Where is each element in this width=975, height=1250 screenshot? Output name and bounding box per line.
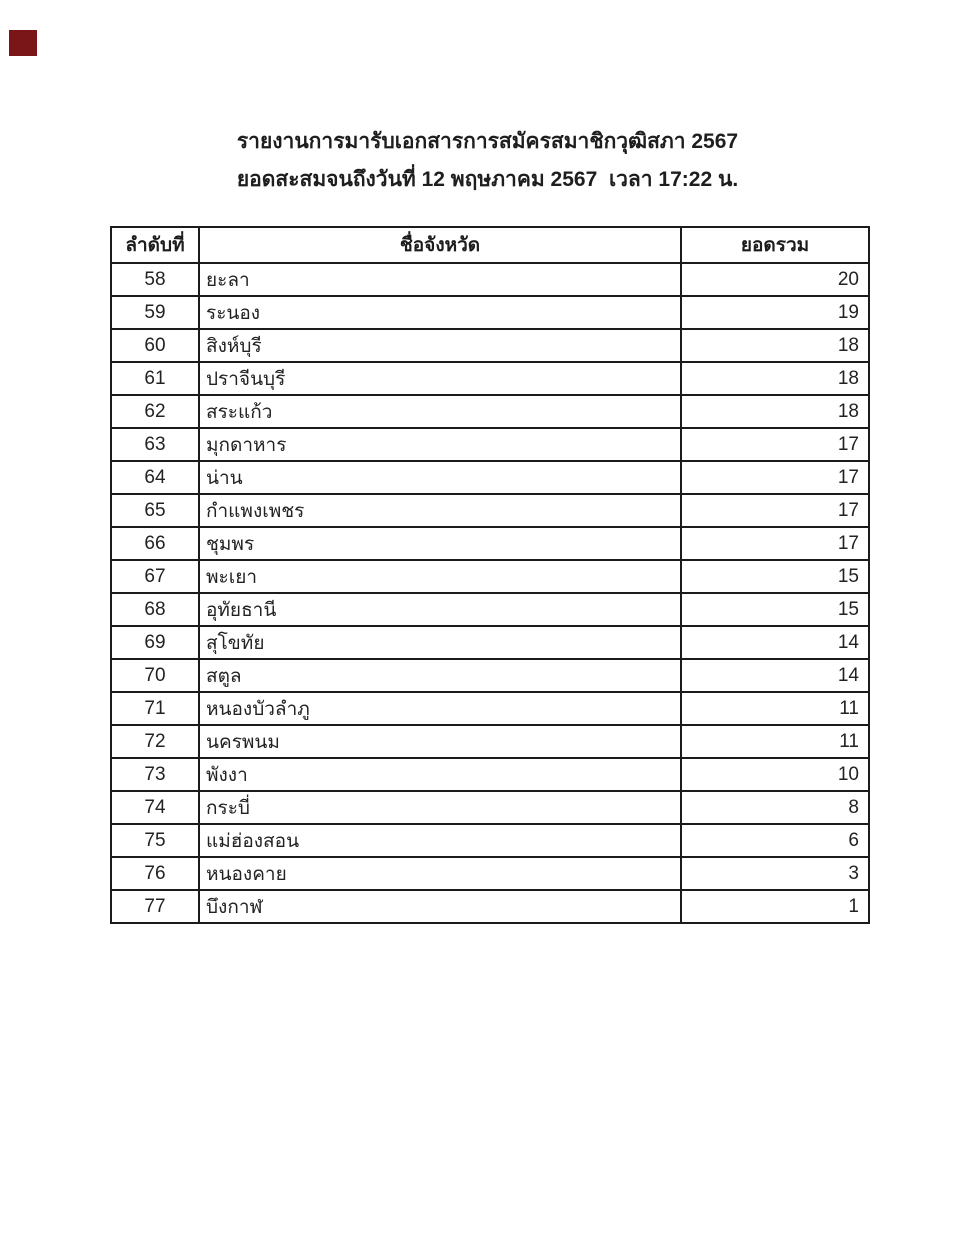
table-row — [111, 296, 869, 329]
province-table — [110, 226, 870, 924]
header-rank: ลำดับที่ — [111, 227, 199, 263]
cell-rank: 60 — [111, 329, 199, 362]
cell-rank: 61 — [111, 362, 199, 395]
cell-total: 18 — [681, 395, 869, 428]
cell-total: 17 — [681, 527, 869, 560]
table-row — [111, 461, 869, 494]
cell-total: 15 — [681, 560, 869, 593]
cell-province-name: อุทัยธานี — [199, 593, 681, 626]
cell-rank: 76 — [111, 857, 199, 890]
cell-rank: 65 — [111, 494, 199, 527]
table-row — [111, 725, 869, 758]
table-row — [111, 263, 869, 296]
cell-province-name: บึงกาฬ — [199, 890, 681, 923]
cell-total: 15 — [681, 593, 869, 626]
cell-province-name: ชุมพร — [199, 527, 681, 560]
cell-rank: 64 — [111, 461, 199, 494]
cell-total: 17 — [681, 461, 869, 494]
cell-total: 18 — [681, 362, 869, 395]
cell-total: 14 — [681, 626, 869, 659]
table-row — [111, 890, 869, 923]
cell-total: 1 — [681, 890, 869, 923]
cell-rank: 73 — [111, 758, 199, 791]
cell-province-name: ระนอง — [199, 296, 681, 329]
cell-province-name: นครพนม — [199, 725, 681, 758]
cell-total: 11 — [681, 725, 869, 758]
cell-rank: 69 — [111, 626, 199, 659]
cell-total: 8 — [681, 791, 869, 824]
cell-province-name: พังงา — [199, 758, 681, 791]
cell-total: 6 — [681, 824, 869, 857]
cell-province-name: มุกดาหาร — [199, 428, 681, 461]
cell-total: 3 — [681, 857, 869, 890]
cell-rank: 59 — [111, 296, 199, 329]
cell-total: 18 — [681, 329, 869, 362]
table-row — [111, 428, 869, 461]
province-table-body — [111, 263, 869, 923]
cell-rank: 74 — [111, 791, 199, 824]
table-row — [111, 692, 869, 725]
report-subtitle: ยอดสะสมจนถึงวันที่ 12 พฤษภาคม 2567 เวลา 17:22 น. — [236, 168, 739, 191]
cell-province-name: หนองคาย — [199, 857, 681, 890]
header-row — [111, 227, 869, 263]
cell-rank: 71 — [111, 692, 199, 725]
table-row — [111, 593, 869, 626]
table-row — [111, 362, 869, 395]
cell-province-name: สตูล — [199, 659, 681, 692]
cell-rank: 77 — [111, 890, 199, 923]
cell-rank: 75 — [111, 824, 199, 857]
cell-province-name: หนองบัวลำภู — [199, 692, 681, 725]
table-row — [111, 791, 869, 824]
corner-stamp-mark — [9, 30, 37, 56]
cell-province-name: สิงห์บุรี — [199, 329, 681, 362]
report-header — [0, 128, 975, 194]
cell-province-name: น่าน — [199, 461, 681, 494]
cell-total: 19 — [681, 296, 869, 329]
cell-total: 14 — [681, 659, 869, 692]
cell-total: 10 — [681, 758, 869, 791]
table-row — [111, 329, 869, 362]
cell-province-name: สุโขทัย — [199, 626, 681, 659]
header-total: ยอดรวม — [681, 227, 869, 263]
cell-rank: 68 — [111, 593, 199, 626]
header-province-name: ชื่อจังหวัด — [199, 227, 681, 263]
cell-rank: 67 — [111, 560, 199, 593]
cell-rank: 70 — [111, 659, 199, 692]
table-row — [111, 758, 869, 791]
report-title: รายงานการมารับเอกสารการสมัครสมาชิกวุฒิสภา 2567 — [236, 130, 739, 153]
cell-rank: 72 — [111, 725, 199, 758]
cell-province-name: กำแพงเพชร — [199, 494, 681, 527]
table-row — [111, 626, 869, 659]
table-row — [111, 527, 869, 560]
table-row — [111, 659, 869, 692]
table-row — [111, 824, 869, 857]
table-row — [111, 857, 869, 890]
cell-province-name: ยะลา — [199, 263, 681, 296]
cell-province-name: แม่ฮ่องสอน — [199, 824, 681, 857]
cell-total: 17 — [681, 494, 869, 527]
cell-rank: 62 — [111, 395, 199, 428]
cell-rank: 58 — [111, 263, 199, 296]
cell-province-name: สระแก้ว — [199, 395, 681, 428]
table-row — [111, 560, 869, 593]
cell-total: 17 — [681, 428, 869, 461]
cell-total: 20 — [681, 263, 869, 296]
cell-province-name: ปราจีนบุรี — [199, 362, 681, 395]
table-row — [111, 494, 869, 527]
cell-province-name: พะเยา — [199, 560, 681, 593]
cell-rank: 66 — [111, 527, 199, 560]
cell-province-name: กระบี่ — [199, 791, 681, 824]
province-table-head — [111, 227, 869, 263]
table-row — [111, 395, 869, 428]
cell-rank: 63 — [111, 428, 199, 461]
province-table-container — [110, 226, 868, 924]
cell-total: 11 — [681, 692, 869, 725]
